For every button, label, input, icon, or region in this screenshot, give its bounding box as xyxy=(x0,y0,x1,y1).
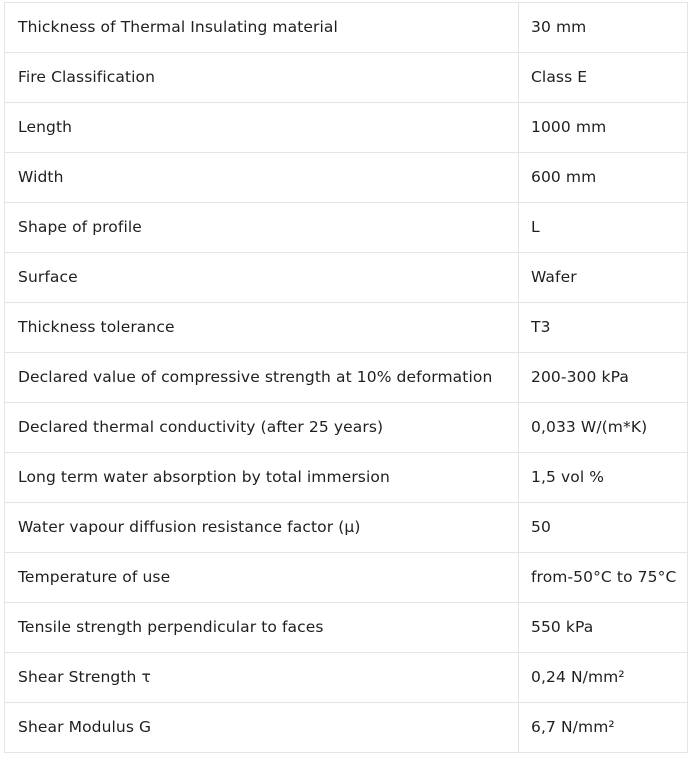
property-value-cell: Class E xyxy=(519,53,688,103)
table-row xyxy=(5,353,688,403)
table-row xyxy=(5,253,688,303)
property-name-cell: Width xyxy=(5,153,519,203)
property-value-cell: 30 mm xyxy=(519,3,688,53)
property-name-cell: Tensile strength perpendicular to faces xyxy=(5,603,519,653)
property-name-cell: Thickness tolerance xyxy=(5,303,519,353)
table-row xyxy=(5,153,688,203)
property-value-cell: 600 mm xyxy=(519,153,688,203)
property-value-cell: from-50°C to 75°C xyxy=(519,553,688,603)
property-name-cell: Length xyxy=(5,103,519,153)
property-value-cell: T3 xyxy=(519,303,688,353)
table-row xyxy=(5,203,688,253)
table-row xyxy=(5,603,688,653)
table-row xyxy=(5,553,688,603)
property-value-cell: 6,7 N/mm² xyxy=(519,703,688,753)
table-row xyxy=(5,303,688,353)
property-value-cell: L xyxy=(519,203,688,253)
property-value-cell: 50 xyxy=(519,503,688,553)
table-row xyxy=(5,703,688,753)
property-name-cell: Surface xyxy=(5,253,519,303)
property-value-cell: 0,033 W/(m*K) xyxy=(519,403,688,453)
table-row xyxy=(5,53,688,103)
property-value-cell: 200-300 kPa xyxy=(519,353,688,403)
property-value-cell: Wafer xyxy=(519,253,688,303)
property-name-cell: Thickness of Thermal Insulating material xyxy=(5,3,519,53)
table-row xyxy=(5,503,688,553)
property-name-cell: Temperature of use xyxy=(5,553,519,603)
property-name-cell: Shear Strength τ xyxy=(5,653,519,703)
table-row xyxy=(5,103,688,153)
property-name-cell: Fire Classification xyxy=(5,53,519,103)
property-name-cell: Shear Modulus G xyxy=(5,703,519,753)
specifications-table-body xyxy=(5,3,688,753)
table-row xyxy=(5,453,688,503)
specifications-table xyxy=(4,2,688,753)
table-row xyxy=(5,403,688,453)
table-row xyxy=(5,653,688,703)
property-value-cell: 1000 mm xyxy=(519,103,688,153)
property-name-cell: Declared thermal conductivity (after 25 years) xyxy=(5,403,519,453)
property-value-cell: 1,5 vol % xyxy=(519,453,688,503)
property-name-cell: Shape of profile xyxy=(5,203,519,253)
table-row xyxy=(5,3,688,53)
property-name-cell: Declared value of compressive strength at 10% deformation xyxy=(5,353,519,403)
property-name-cell: Long term water absorption by total immersion xyxy=(5,453,519,503)
property-value-cell: 550 kPa xyxy=(519,603,688,653)
property-value-cell: 0,24 N/mm² xyxy=(519,653,688,703)
property-name-cell: Water vapour diffusion resistance factor (μ) xyxy=(5,503,519,553)
